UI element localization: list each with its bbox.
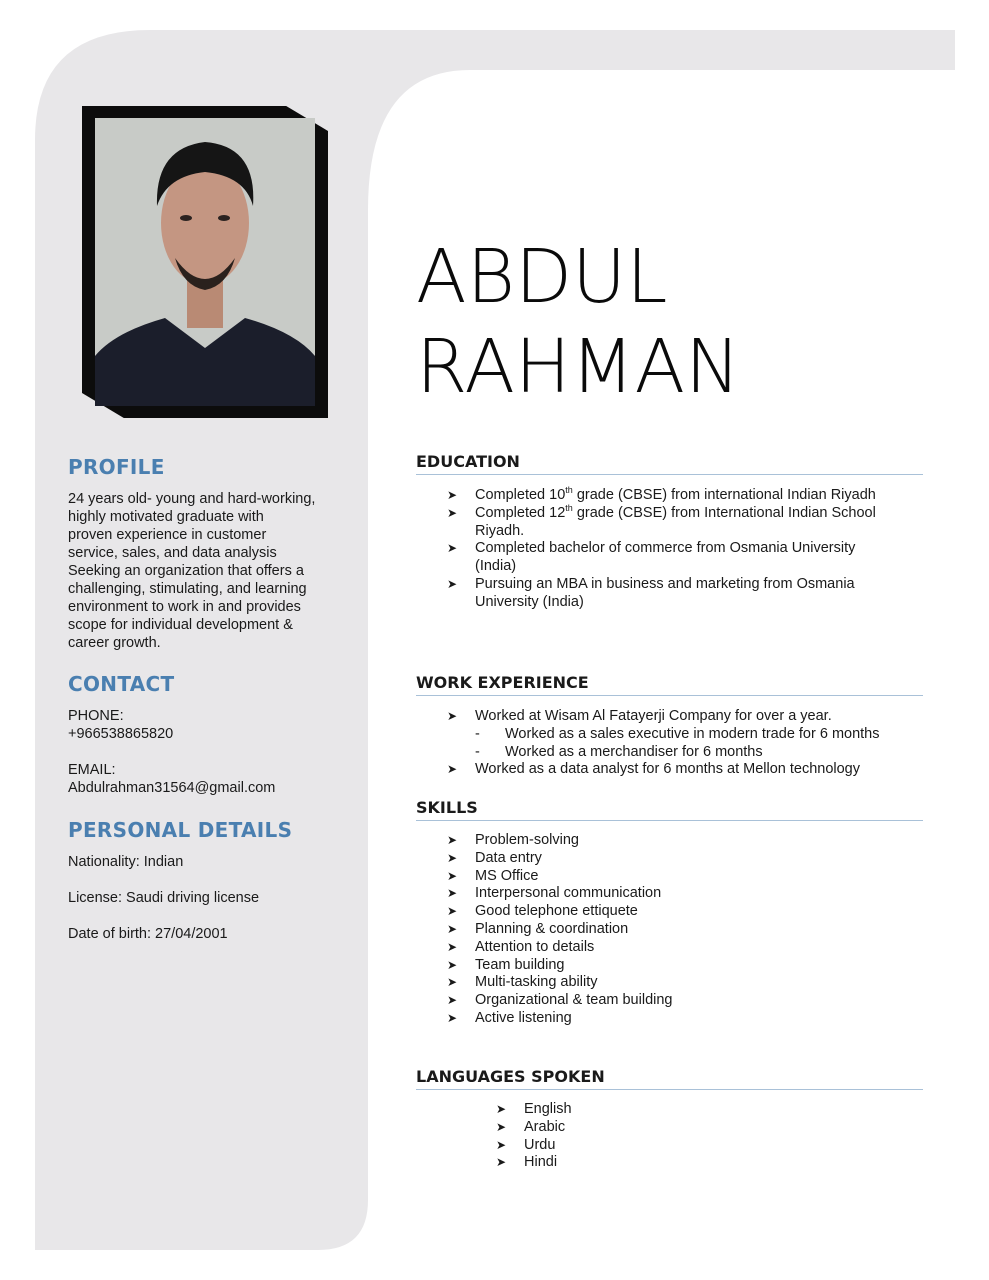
phone-label: PHONE:	[68, 708, 124, 724]
contact-heading: CONTACT	[68, 672, 175, 696]
education-heading: EDUCATION	[416, 452, 923, 475]
license: License: Saudi driving license	[68, 890, 260, 906]
profile-line: proven experience in customer	[68, 527, 267, 543]
arrow-bullet-icon: ➤	[447, 1010, 458, 1025]
profile-photo	[95, 118, 315, 406]
profile-line: environment to work in and provides	[68, 599, 301, 615]
arrow-bullet-icon: ➤	[447, 850, 458, 865]
list-item: ➤ Active listening	[447, 1009, 572, 1026]
list-item: ➤ Problem-solving	[447, 832, 579, 848]
arrow-bullet-icon: ➤	[447, 541, 458, 556]
profile-line: challenging, stimulating, and learning	[68, 581, 307, 597]
profile-line: 24 years old- young and hard-working,	[68, 491, 316, 507]
arrow-bullet-icon: ➤	[447, 833, 458, 847]
list-item: ➤ Completed 12th grade (CBSE) from International Indian School Riyadh.	[447, 502, 876, 539]
list-item: ➤ Pursuing an MBA in business and marketing from Osmania University (India)	[447, 575, 855, 610]
arrow-bullet-icon: ➤	[447, 576, 458, 591]
list-item: ➤ Attention to details	[447, 938, 595, 955]
personal-details-section	[68, 817, 348, 943]
profile-line: service, sales, and data analysis	[68, 545, 277, 561]
profile-section	[68, 454, 348, 652]
name-line-2: RAHMAN	[416, 324, 741, 410]
arrow-bullet-icon: ➤	[447, 939, 458, 954]
list-item: ➤ Interpersonal communication	[447, 885, 662, 902]
list-item: ➤ Worked as a data analyst for 6 months at Mellon technology	[447, 761, 861, 778]
personal-details-heading: PERSONAL DETAILS	[68, 818, 293, 842]
profile-line: highly motivated graduate with	[68, 509, 264, 525]
list-item: ➤ Planning & coordination	[447, 920, 629, 937]
arrow-bullet-icon: ➤	[447, 993, 458, 1008]
list-item: ➤ Good telephone ettiquete	[447, 903, 638, 920]
sub-list-item: - Worked as a merchandiser for 6 months	[475, 743, 763, 760]
arrow-bullet-icon: ➤	[447, 904, 458, 919]
date-of-birth: Date of birth: 27/04/2001	[68, 926, 228, 942]
list-item: ➤ Team building	[447, 956, 565, 973]
languages-heading: LANGUAGES SPOKEN	[416, 1067, 923, 1090]
phone-number: +966538865820	[68, 726, 174, 742]
list-item: ➤ MS Office	[447, 867, 539, 884]
arrow-bullet-icon: ➤	[496, 1102, 507, 1116]
list-item: ➤ Completed 10th grade (CBSE) from international Indian Riyadh	[447, 485, 876, 503]
sub-list-item: - Worked as a sales executive in modern trade for 6 months	[475, 725, 880, 742]
languages-list	[496, 1101, 824, 1172]
profile-line: career growth.	[68, 635, 161, 651]
email-address: Abdulrahman31564@gmail.com	[68, 780, 276, 796]
arrow-bullet-icon: ➤	[496, 1155, 507, 1170]
arrow-bullet-icon: ➤	[447, 868, 458, 883]
list-item: ➤ English	[496, 1101, 572, 1117]
work-experience-list	[447, 708, 925, 779]
list-item: ➤ Data entry	[447, 849, 542, 866]
nationality: Nationality: Indian	[68, 854, 184, 870]
list-item: ➤ Multi-tasking ability	[447, 974, 598, 991]
list-item: ➤ Hindi	[496, 1154, 558, 1171]
arrow-bullet-icon: ➤	[496, 1137, 507, 1152]
name-line-1: ABDUL	[416, 234, 668, 320]
list-item: ➤ Completed bachelor of commerce from Osmania University (India)	[447, 540, 856, 575]
arrow-bullet-icon: ➤	[447, 709, 458, 723]
list-item: ➤ Organizational & team building	[447, 992, 673, 1009]
list-item: ➤ Arabic	[496, 1118, 566, 1135]
profile-line: scope for individual development &	[68, 617, 293, 633]
arrow-bullet-icon: ➤	[447, 762, 458, 777]
arrow-bullet-icon: ➤	[447, 975, 458, 990]
list-item: ➤ Urdu	[496, 1136, 556, 1153]
skills-list	[447, 832, 925, 1028]
skills-heading: SKILLS	[416, 798, 923, 821]
arrow-bullet-icon: ➤	[447, 886, 458, 901]
arrow-bullet-icon: ➤	[447, 505, 458, 520]
profile-line: Seeking an organization that offers a	[68, 563, 304, 579]
profile-heading: PROFILE	[68, 455, 165, 479]
education-list	[447, 485, 925, 612]
work-experience-heading: WORK EXPERIENCE	[416, 673, 923, 696]
arrow-bullet-icon: ➤	[496, 1119, 507, 1134]
arrow-bullet-icon: ➤	[447, 488, 458, 502]
list-item: ➤ Worked at Wisam Al Fatayerji Company for over a year.	[447, 708, 832, 724]
contact-section	[68, 671, 348, 797]
arrow-bullet-icon: ➤	[447, 921, 458, 936]
candidate-name	[416, 232, 741, 412]
email-label: EMAIL:	[68, 762, 116, 778]
arrow-bullet-icon: ➤	[447, 957, 458, 972]
